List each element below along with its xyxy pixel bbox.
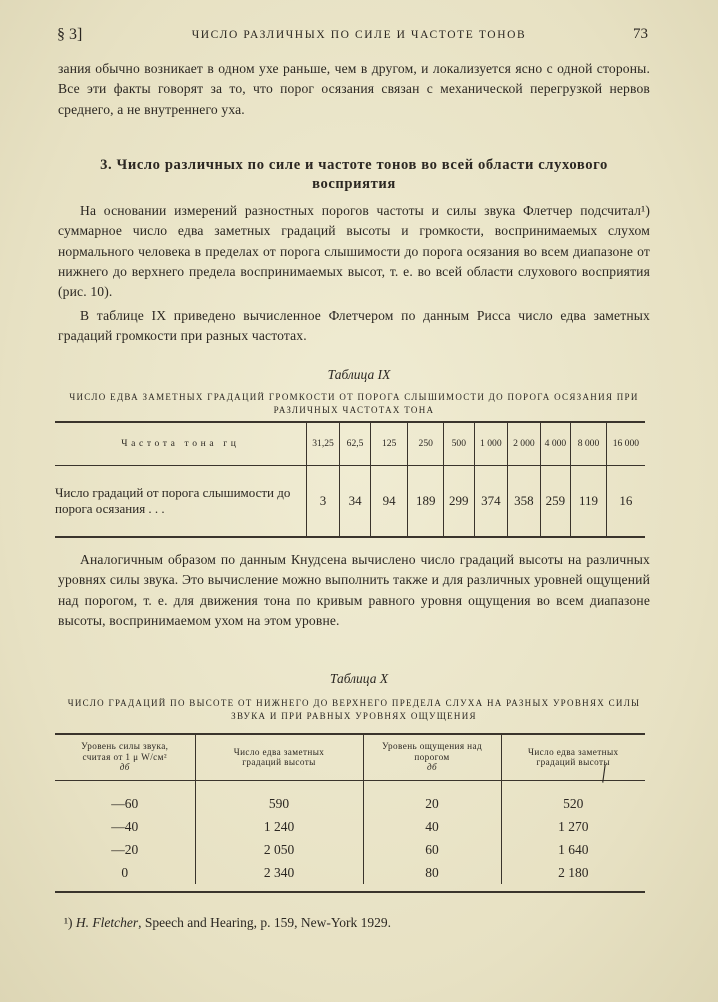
value-cell: 374 — [474, 466, 508, 537]
value-cell: 3 — [306, 466, 340, 537]
col1-unit: дб — [119, 762, 130, 773]
table-row — [55, 838, 645, 861]
table10 — [55, 734, 645, 884]
value-cell: 358 — [508, 466, 541, 537]
level-cell: —40 — [111, 818, 139, 834]
freq-cell: 2 000 — [508, 422, 541, 466]
paragraph-2: В таблице IX приведено вычисленное Флетчером по данным Рисса число едва заметных градаций громкости при разных частотах. — [58, 308, 650, 344]
grad2-cell: 520 — [501, 781, 645, 816]
page-number: 73 — [633, 26, 648, 42]
freq-cell: 16 000 — [606, 422, 645, 466]
section-heading: 3. Число различных по силе и частоте тонов во всей области слухового восприятия — [100, 157, 608, 192]
table10-col3-header — [363, 734, 501, 781]
sensation-cell: 20 — [363, 781, 501, 816]
table9-label: Таблица IX — [327, 367, 391, 382]
running-head: ЧИСЛО РАЗЛИЧНЫХ ПО СИЛЕ И ЧАСТОТЕ ТОНОВ — [191, 29, 527, 41]
sensation-cell: 80 — [363, 861, 501, 884]
sensation-cell: 60 — [363, 838, 501, 861]
col3-unit: дб — [426, 762, 438, 773]
footnote-text: , Speech and Hearing, p. 159, New-York 1929. — [138, 915, 391, 930]
table10-col1-header — [55, 734, 195, 781]
value-cell: 189 — [408, 466, 444, 537]
table-row — [55, 781, 645, 816]
level-cell: 0 — [121, 864, 129, 880]
level-cell: —20 — [111, 841, 139, 857]
footnote-author: H. Fletcher — [75, 915, 139, 930]
freq-cell: 125 — [370, 422, 408, 466]
table10-caption: ЧИСЛО ГРАДАЦИЙ ПО ВЫСОТЕ ОТ НИЖНЕГО ДО ВЕРХНЕГО ПРЕДЕЛА СЛУХА НА РАЗНЫХ УРОВНЯХ СИЛЫ ЗВУКА И ПРИ РАВНЫХ УРОВНЯХ ОЩУЩЕНИЯ — [67, 698, 641, 721]
table10-col2-header: Число едва заметных градаций высоты — [195, 734, 363, 781]
freq-cell: 4 000 — [540, 422, 571, 466]
pencil-mark-icon: ╲ — [595, 765, 611, 784]
grad2-cell: 1 270 — [501, 815, 645, 838]
grad-cell: 2 050 — [195, 838, 363, 861]
table9-header-row — [55, 422, 645, 466]
col1-header-line1: Уровень силы звука, — [81, 741, 169, 752]
table9-caption: ЧИСЛО ЕДВА ЗАМЕТНЫХ ГРАДАЦИЙ ГРОМКОСТИ ОТ ПОРОГА СЛЫШИМОСТИ ДО ПОРОГА ОСЯЗАНИЯ ПРИ РАЗЛИЧНЫХ ЧАСТОТАХ ТОНА — [69, 392, 639, 415]
freq-cell: 31,25 — [306, 422, 340, 466]
value-cell: 94 — [370, 466, 408, 537]
table10-col4-header: Число едва заметных градаций высоты — [501, 734, 645, 781]
freq-cell: 62,5 — [340, 422, 371, 466]
grad2-cell: 2 180 — [501, 861, 645, 884]
table9 — [55, 422, 645, 536]
table-row — [55, 861, 645, 884]
grad-cell: 590 — [195, 781, 363, 816]
table9-data-row — [55, 466, 645, 537]
freq-cell: 500 — [444, 422, 475, 466]
sensation-cell: 40 — [363, 815, 501, 838]
table9-header-label: Частота тона гц — [55, 422, 306, 466]
intro-paragraph: зания обычно возникает в одном ухе раньше, чем в другом, и локализуется ясно с одной стороны. Все эти факты говорят за то, что порог осязания связан с механической перегрузкой нервов среднего, а не внутреннего уха. — [58, 61, 650, 117]
section-number: § 3] — [57, 26, 83, 43]
table10-bottom-rule — [55, 891, 645, 893]
grad2-cell: 1 640 — [501, 838, 645, 861]
col3-header-line1: Уровень ощущения над — [381, 741, 483, 752]
paragraph-1: На основании измерений разностных порогов частоты и силы звука Флетчер подсчитал¹) суммарное число едва заметных градаций высоты и громкости, воспринимаемых слухом нормального человека в пределах от порога слышимости до порога осязания во всем диапазоне от нижнего до верхнего предела воспринимаемых высот, т. е. во всей области слухового восприятия (рис. 10). — [58, 203, 650, 300]
grad-cell: 2 340 — [195, 861, 363, 884]
table-row — [55, 815, 645, 838]
table10-header-row — [55, 734, 645, 781]
table10-label: Таблица X — [329, 671, 389, 686]
freq-cell: 250 — [408, 422, 444, 466]
value-cell: 259 — [540, 466, 571, 537]
col3-header-line2: порогом — [414, 751, 450, 762]
footnote-marker: ¹) — [64, 915, 73, 930]
table9-bottom-rule — [55, 536, 645, 538]
value-cell: 16 — [606, 466, 645, 537]
value-cell: 119 — [571, 466, 607, 537]
value-cell: 34 — [340, 466, 371, 537]
freq-cell: 1 000 — [474, 422, 508, 466]
grad-cell: 1 240 — [195, 815, 363, 838]
paragraph-3: Аналогичным образом по данным Кнудсена вычислено число градаций высоты на различных уровнях силы звука. Это вычисление можно выполнить также и для различных уровней ощущений над порогом, т. е. для движения тона по кривым равного уровня ощущения во всем диапазоне высоты, воспринимаемом ухом на этом уровне. — [58, 552, 650, 628]
freq-cell: 8 000 — [571, 422, 607, 466]
footnote — [64, 915, 391, 931]
col1-header-line2: считая от 1 μ W/см² — [82, 751, 168, 762]
level-cell: —60 — [111, 795, 139, 811]
table9-row-label: Число градаций от порога слышимости до порога осязания . . . — [55, 485, 291, 516]
value-cell: 299 — [444, 466, 475, 537]
